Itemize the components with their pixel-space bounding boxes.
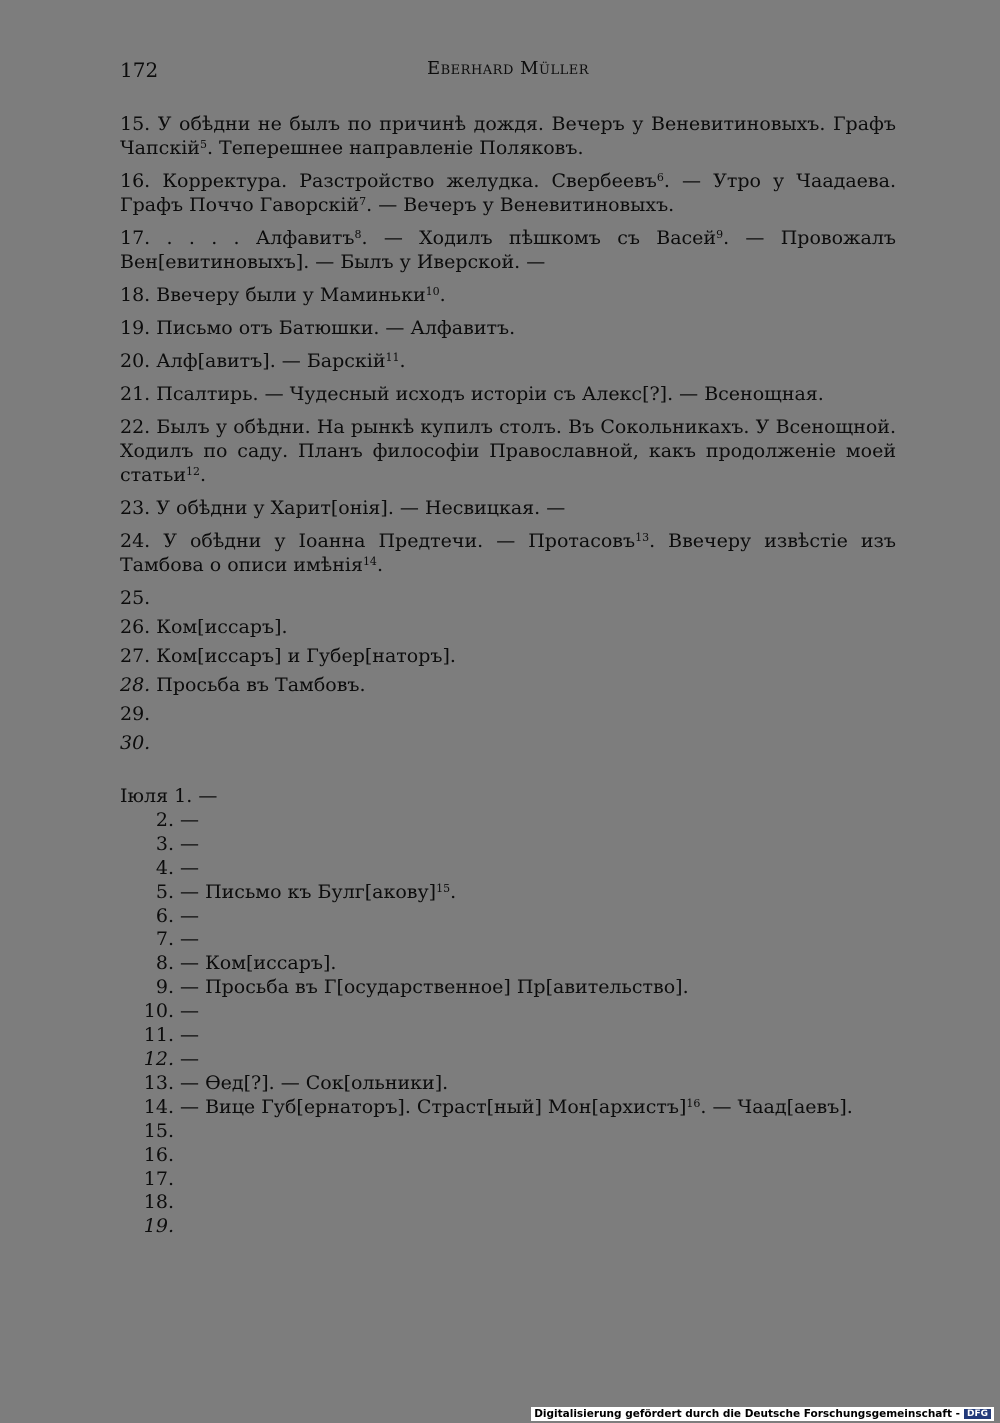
entry-text: —	[174, 832, 200, 855]
entry-date: 19.	[143, 1215, 174, 1238]
july-entry	[120, 1191, 896, 1215]
footnote-ref: 8	[354, 228, 362, 241]
footnote-ref: 10	[425, 285, 440, 298]
entry-text: . — Чаад[аевъ].	[700, 1095, 853, 1118]
entry-text: —	[192, 785, 218, 807]
july-entry	[120, 1000, 896, 1024]
entry-text: — Вице Губ[ернаторъ]. Страст[ный] Мон[архистъ]	[174, 1095, 687, 1118]
footnote-ref: 7	[359, 195, 367, 208]
july-entry	[120, 1048, 896, 1072]
diary-entry	[120, 731, 896, 755]
diary-entry	[120, 644, 896, 668]
entry-date: 6.	[155, 904, 174, 927]
entry-date: 18.	[143, 1191, 174, 1214]
entry-text: — Письмо къ Булг[акову]	[174, 880, 437, 903]
diary-text	[120, 112, 896, 1239]
diary-entry	[120, 382, 896, 406]
july-entry	[120, 881, 896, 905]
entry-text: 15. У обѣдни не былъ по причинѣ дождя. Вечеръ у Веневитиновыхъ. Графъ Чапскій	[120, 113, 896, 159]
digitization-credit	[531, 1407, 994, 1421]
july-entry	[120, 809, 896, 833]
footnote-ref: 12	[186, 465, 200, 478]
diary-entry	[120, 415, 896, 487]
july-entry	[120, 1120, 896, 1144]
entry-text: —	[174, 904, 200, 927]
entry-text: 27. Ком[иссаръ] и Губер[наторъ].	[120, 645, 456, 667]
diary-entry	[120, 615, 896, 639]
july-entry	[120, 1096, 896, 1120]
july-entry	[120, 785, 896, 809]
entry-date: 5.	[155, 880, 174, 903]
entry-date: 4.	[155, 856, 174, 879]
footnote-ref: 16	[686, 1096, 701, 1110]
entry-text: —	[174, 808, 200, 831]
entry-text: .	[200, 464, 207, 486]
entry-date: 12.	[143, 1047, 174, 1070]
footnote-ref: 15	[436, 881, 451, 895]
entry-text: —	[174, 1000, 200, 1023]
july-entry	[120, 833, 896, 857]
diary-entry	[120, 529, 896, 577]
entry-date: 17.	[143, 1167, 174, 1190]
entry-date: 28.	[120, 674, 151, 696]
entry-text: . Теперешнее направленіе Поляковъ.	[206, 137, 584, 159]
diary-entry	[120, 673, 896, 697]
entry-date: 15.	[143, 1119, 174, 1142]
footnote-ref: 14	[362, 555, 377, 568]
page-header	[120, 58, 896, 88]
entry-date: 2.	[155, 808, 174, 831]
entry-date: 3.	[155, 832, 174, 855]
entry-date: 16.	[143, 1143, 174, 1166]
diary-entry	[120, 169, 896, 217]
entry-text: — Просьба въ Г[осударственное] Пр[авительство].	[174, 976, 689, 999]
footnote-ref: 9	[716, 228, 724, 241]
july-entry	[120, 1072, 896, 1096]
diary-entry	[120, 586, 896, 610]
diary-entry	[120, 226, 896, 274]
entry-text: . — Провожалъ Вен[евитиновыхъ]. — Былъ у Иверской. —	[120, 227, 896, 273]
july-entry	[120, 1215, 896, 1239]
july-entries	[120, 785, 896, 1239]
diary-entry	[120, 702, 896, 726]
footnote-ref: 5	[199, 138, 207, 151]
entry-text: . — Ходилъ пѣшкомъ съ Васей	[361, 227, 717, 249]
entry-date: 9.	[155, 976, 174, 999]
entry-text: — Ѳед[?]. — Сок[ольники].	[174, 1071, 449, 1094]
diary-entry	[120, 316, 896, 340]
entry-date: 11.	[143, 1024, 174, 1047]
entry-text: —	[174, 928, 200, 951]
entry-text: —	[174, 856, 200, 879]
entry-text: 18. Ввечеру были у Маминьки	[120, 284, 426, 306]
entry-date: 7.	[155, 928, 174, 951]
entry-text: .	[376, 554, 383, 576]
footnote-ref: 6	[656, 171, 664, 184]
entry-date: Іюля 1.	[120, 785, 193, 807]
entry-text: — Ком[иссаръ].	[174, 952, 337, 975]
entry-text: 22. Былъ у обѣдни. На рынкѣ купилъ столъ. Въ Сокольникахъ. У Всенощной. Ходилъ по саду. Планъ философіи Православной, какъ продолженіе моей статьи	[120, 416, 896, 486]
entry-text: .	[399, 350, 406, 372]
footnote-ref: 13	[635, 531, 650, 544]
entry-text: 17. . . . . Алфавитъ	[120, 227, 355, 249]
entry-date: 10.	[143, 1000, 174, 1023]
entry-text: . — Утро у Чаадаева. Графъ Поччо Гаворскій	[120, 170, 896, 216]
diary-entry	[120, 283, 896, 307]
entry-text: . — Вечеръ у Веневитиновыхъ.	[366, 194, 675, 216]
entry-date: 13.	[143, 1071, 174, 1094]
entry-date: 30.	[120, 732, 151, 754]
entry-text: 24. У обѣдни у Іоанна Предтечи. — Протасовъ	[120, 530, 636, 552]
dfg-logo: DFG	[964, 1409, 991, 1419]
entry-text: . Ввечеру извѣстіе изъ Тамбова о описи имѣнія	[120, 530, 896, 576]
entry-text: 16. Корректура. Разстройство желудка. Свербеевъ	[120, 170, 657, 192]
july-entry	[120, 857, 896, 881]
footnote-ref: 11	[385, 351, 400, 364]
running-head: Eberhard Müller	[426, 58, 590, 79]
entry-text: 19. Письмо отъ Батюшки. — Алфавитъ.	[120, 317, 516, 339]
entry-date: 8.	[155, 952, 174, 975]
july-entry	[120, 1144, 896, 1168]
entry-text: 23. У обѣдни у Харит[онія]. — Несвицкая. —	[120, 497, 566, 519]
entry-date: 14.	[143, 1095, 174, 1118]
entry-text: 29.	[120, 703, 151, 725]
july-entry	[120, 1024, 896, 1048]
entry-text: 20. Алф[авитъ]. — Барскій	[120, 350, 386, 372]
entry-text: .	[439, 284, 446, 306]
entry-text: Просьба въ Тамбовъ.	[150, 674, 366, 696]
july-entry	[120, 1168, 896, 1192]
credit-text: Digitalisierung gefördert durch die Deutsche Forschungsgemeinschaft -	[534, 1408, 960, 1420]
page-number: 172	[120, 58, 159, 82]
diary-entry	[120, 496, 896, 520]
entry-text: 21. Псалтирь. — Чудесный исходъ исторіи съ Алекс[?]. — Всенощная.	[120, 383, 824, 405]
entry-text: —	[174, 1024, 200, 1047]
july-entry	[120, 952, 896, 976]
entry-text: .	[450, 880, 457, 903]
entry-text: 26. Ком[иссаръ].	[120, 616, 288, 638]
july-entry	[120, 976, 896, 1000]
diary-entry	[120, 349, 896, 373]
july-entry	[120, 905, 896, 929]
entry-text: 25.	[120, 587, 151, 609]
july-entry	[120, 928, 896, 952]
entry-text: —	[174, 1047, 200, 1070]
diary-entry	[120, 112, 896, 160]
june-entries	[120, 112, 896, 755]
